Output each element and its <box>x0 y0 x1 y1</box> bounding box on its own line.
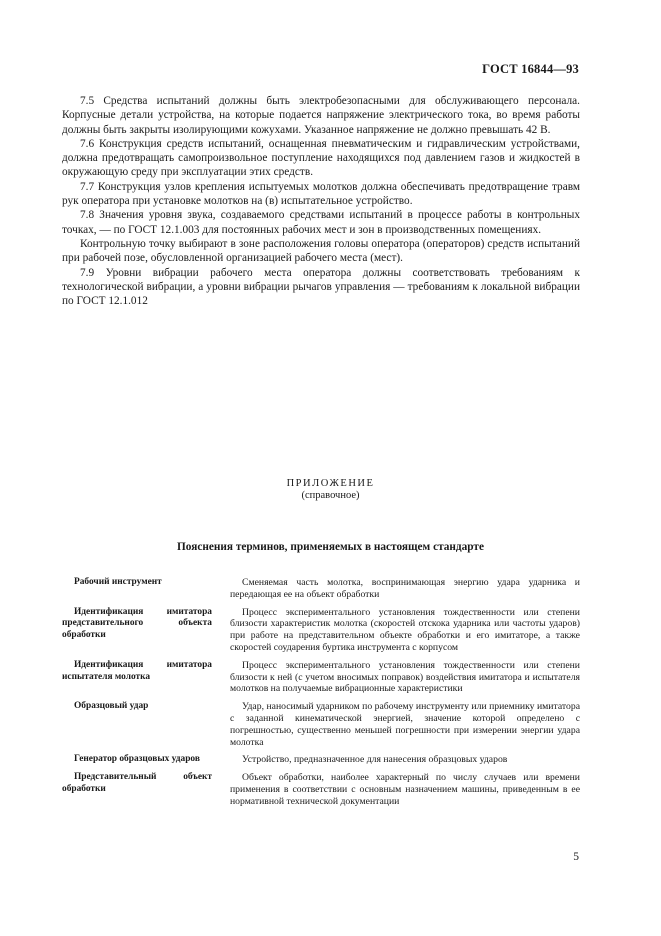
term-row <box>62 772 580 807</box>
paragraph-7-9: 7.9 Уровни вибрации рабочего места оператора должны соответствовать требованиям к технологической вибрации, а уровни вибрации рычагов управления — требованиям к локальной вибрации по ГОСТ 12.1.012 <box>62 266 580 308</box>
term-text: Представительный объект обработки <box>62 772 212 794</box>
section-7-body <box>62 94 580 308</box>
term-definition: Сменяемая часть молотка, воспринимающая энергию удара ударника и передающая ее на объект обработки <box>230 577 580 600</box>
paragraph-7-7: 7.7 Конструкция узлов крепления испытуемых молотков должна обеспечивать предотвращение травм рук оператора при установке молотков на (в) испытательное устройство. <box>62 180 580 208</box>
term-text: Идентификация имитатора представительного объекта обработки <box>62 606 212 641</box>
term-label <box>62 607 212 654</box>
appendix-subtitle: (справочное) <box>301 490 360 501</box>
term-text: Идентификация имитатора испытателя молотка <box>62 659 212 682</box>
term-label <box>62 660 212 695</box>
term-text: Образцовый удар <box>74 701 149 712</box>
appendix-heading: Пояснения терминов, применяемых в настоящем стандарте <box>177 541 484 553</box>
paragraph-7-5: 7.5 Средства испытаний должны быть электробезопасными для обслуживающего персонала. Корпусные детали устройства, на которые подается напряжение электрического тока, во время работы должны быть закрыты изолирующими кожухами. Указанное напряжение не должно превышать 42 В. <box>62 95 580 136</box>
term-label <box>62 772 212 807</box>
term-label <box>62 701 212 748</box>
term-row <box>62 754 580 766</box>
term-definition: Устройство, предназначенное для нанесения образцовых ударов <box>242 754 508 766</box>
term-definition: Объект обработки, наиболее характерный по числу случаев или времени применения в соответствии с основным назначением машины, приведенным в ее нормативной технической документации <box>230 772 580 807</box>
paragraph-7-8: 7.8 Значения уровня звука, создаваемого средствами испытаний в процессе работы в контрольных точках, — по ГОСТ 12.1.003 для постоянных рабочих мест и зон в производственных помещениях. <box>62 209 580 236</box>
term-definition: Процесс экспериментального установления тождественности или степени близости к ней (с учетом вносимых поправок) воздействия имитатора и испытателя молотков на получаемые вибрационные характеристики <box>230 659 580 695</box>
term-row <box>62 701 580 748</box>
appendix-title: ПРИЛОЖЕНИЕ <box>286 478 375 489</box>
term-row <box>62 660 580 695</box>
term-row <box>62 577 580 601</box>
term-definition: Процесс экспериментального установления тождественности или степени близости характеристик молотка (скоростей отскока ударника или частоты ударов) при работе на представительном объекте обработки и его имитаторе, а также скоростей соударения буртика инструмента с корпусом <box>230 606 580 653</box>
terms-table <box>62 577 580 814</box>
term-text: Рабочий инструмент <box>74 577 162 587</box>
term-row <box>62 607 580 654</box>
term-label <box>62 754 212 766</box>
paragraph-7-6: 7.6 Конструкция средств испытаний, оснащенная пневматическим и гидравлическим устройствами, должна предотвращать самопроизвольное поступление находящихся под давлением газов и жидкостей в окружающую среду при эксплуатации этих средств. <box>62 137 580 179</box>
page-number: 5 <box>573 851 579 863</box>
standard-number-header: ГОСТ 16844—93 <box>482 62 579 76</box>
term-text: Генератор образцовых ударов <box>74 754 200 765</box>
term-definition: Удар, наносимый ударником по рабочему инструменту или приемнику имитатора с заданной кинематической энергией, значение которой определено с погрешностью, существенно меньшей погрешности при измерении энергии удара молотка <box>230 701 580 748</box>
paragraph-control-point: Контрольную точку выбирают в зоне расположения головы оператора (операторов) средств испытаний при рабочей позе, обусловленной организацией рабочего места (мест). <box>62 237 580 265</box>
term-label <box>62 577 212 601</box>
